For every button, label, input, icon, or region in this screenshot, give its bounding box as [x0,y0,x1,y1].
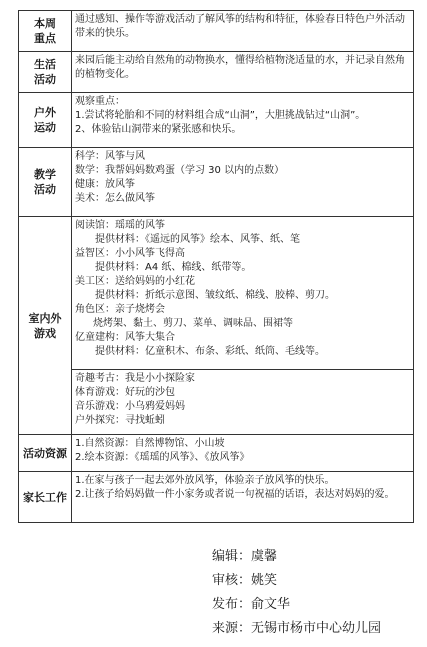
indoor2-line-2: 音乐游戏：小乌鸦爱妈妈 [75,401,185,412]
label-focus-text: 本周 重点 [34,17,56,45]
teaching-line-2: 健康：放风筝 [75,179,135,190]
row-teaching [19,148,414,217]
indoor-line-5: 提供材料：折纸示意图、皱纹纸、棉线、胶棒、剪刀。 [95,290,335,301]
indoor2-line-0: 奇趣考古：我是小小探险家 [75,373,195,384]
credits-block [212,545,381,641]
content-teaching [72,148,414,217]
row-outdoor [19,93,414,148]
teaching-line-0: 科学：风筝与风 [75,151,145,162]
indoor-line-4: 美工区：送给妈妈的小红花 [75,276,195,287]
indoor-line-7: 烧烤架、黏土、剪刀、菜单、调味品、围裙等 [93,318,293,329]
resources-line-1: 2.绘本资源：《瑶瑶的风筝》、《放风筝》 [75,452,250,463]
teaching-line-1: 数学：我帮妈妈数鸡蛋（学习 30 以内的点数） [75,165,285,176]
indoor2-line-1: 体育游戏：好玩的沙包 [75,387,175,398]
resources-line-0: 1.自然资源：自然博物馆、小山坡 [75,438,225,449]
outdoor-line-0: 观察重点： [75,96,125,107]
label-resources [19,435,72,472]
indoor-line-3: 提供材料：A4 纸、棉线、纸带等。 [95,262,252,273]
content-indoor-block1 [72,217,414,370]
credit-reviewer: 审核：姚笑 [212,573,278,588]
credit-source: 来源：无锡市杨市中心幼儿园 [212,621,382,636]
indoor-line-1: 提供材料：《遥远的风筝》绘本、风筝、纸、笔 [95,234,300,245]
indoor2-line-3: 户外探究：寻找蚯蚓 [75,415,165,426]
row-indoor-2 [19,370,414,435]
content-parents [72,472,414,523]
row-parents [19,472,414,523]
label-outdoor-text: 户外 运动 [34,106,56,134]
content-indoor-block2 [72,370,414,435]
indoor-line-8: 亿童建构：风筝大集合 [75,332,175,343]
content-life [72,52,414,93]
focus-line-0: 通过感知、操作等游戏活动了解风筝的结构和特征，体验春日特色户外活动带来的快乐。 [75,14,405,39]
row-resources [19,435,414,472]
label-life-text: 生活 活动 [34,58,56,86]
label-resources-text: 活动资源 [23,446,67,460]
indoor-line-0: 阅读馆：瑶瑶的风筝 [75,220,165,231]
weekly-plan-table [18,10,414,523]
label-parents [19,472,72,523]
indoor-line-6: 角色区：亲子烧烤会 [75,304,165,315]
row-life [19,52,414,93]
life-line-0: 来园后能主动给自然角的动物换水，懂得给植物浇适量的水，并记录自然角的植物变化。 [75,55,405,80]
outdoor-line-2: 2、体验钻山洞带来的紧张感和快乐。 [75,124,242,135]
label-teaching [19,148,72,217]
row-focus [19,11,414,52]
parents-line-0: 1.在家与孩子一起去郊外放风筝，体验亲子放风筝的快乐。 [75,475,335,486]
content-resources [72,435,414,472]
credit-editor: 编辑：虞馨 [212,549,278,564]
indoor-line-9: 提供材料：亿童积木、布条、彩纸、纸筒、毛线等。 [95,346,325,357]
content-outdoor [72,93,414,148]
label-indoor-text: 室内外 游戏 [28,311,62,340]
indoor-line-2: 益智区：小小风筝飞得高 [75,248,185,259]
label-teaching-text: 教学 活动 [34,168,56,196]
parents-line-1: 2.让孩子给妈妈做一件小家务或者说一句祝福的话语，表达对妈妈的爱。 [75,489,395,500]
label-indoor [19,217,72,435]
label-parents-text: 家长工作 [23,490,67,504]
row-indoor [19,217,414,370]
outdoor-line-1: 1.尝试将轮胎和不同的材料组合成“山洞”，大胆挑战钻过“山洞”。 [75,110,366,121]
label-outdoor [19,93,72,148]
content-focus [72,11,414,52]
label-life [19,52,72,93]
credit-publisher: 发布：俞文华 [212,597,291,612]
label-focus [19,11,72,52]
teaching-line-3: 美术：怎么做风筝 [75,193,155,204]
